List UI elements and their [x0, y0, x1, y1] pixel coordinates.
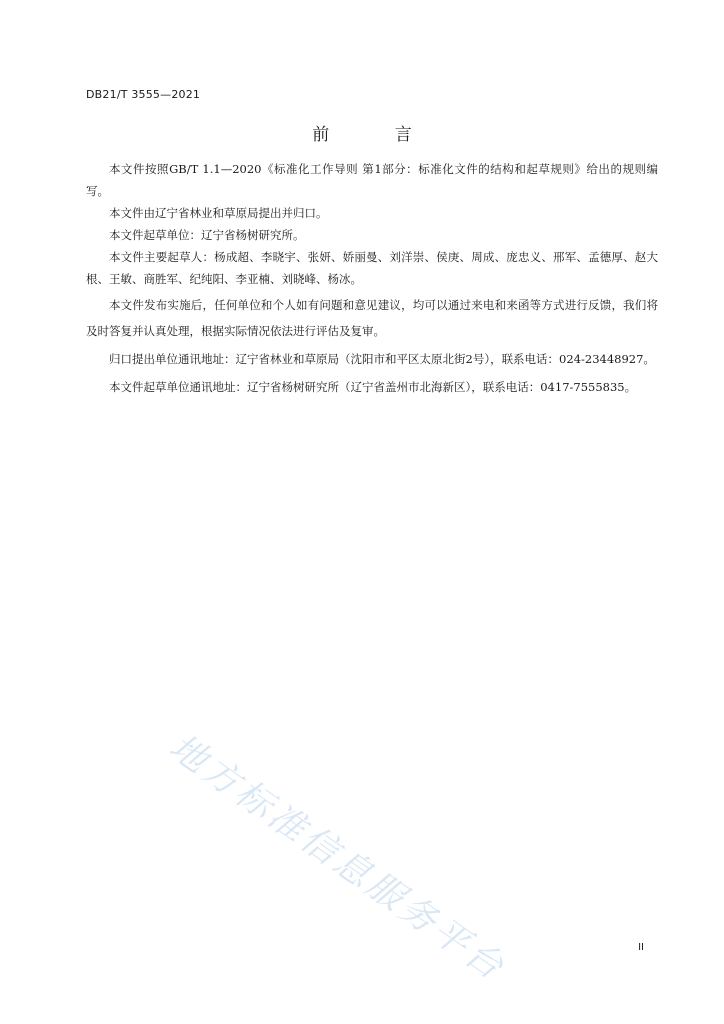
document-code: DB21/T 3555—2021 — [86, 88, 201, 101]
paragraph-drafters: 本文件主要起草人：杨成超、李晓宇、张妍、娇丽曼、刘洋崇、侯庚、周成、庞忠义、邢军、孟德厚、赵大根、王敏、商胜军、纪纯阳、李亚楠、刘晓峰、杨冰。 — [86, 250, 658, 286]
paragraph-drafting-unit-address: 本文件起草单位通讯地址：辽宁省杨树研究所（辽宁省盖州市北海新区），联系电话：0417-7555835。 — [109, 380, 637, 394]
paragraph-feedback: 本文件发布实施后，任何单位和个人如有问题和意见建议，均可以通过来电和来函等方式进行反馈，我们将及时答复并认真处理，根据实际情况依法进行评估及复审。 — [86, 298, 658, 338]
watermark-text: 地方标准信息服务平台 — [161, 726, 514, 990]
page-title: 前 言 — [312, 125, 442, 145]
paragraph-proposer-address: 归口提出单位通讯地址：辽宁省林业和草原局（沈阳市和平区太原北街2号），联系电话：024-23448927。 — [109, 352, 655, 366]
paragraph-proposer: 本文件由辽宁省林业和草原局提出并归口。 — [109, 206, 328, 220]
paragraph-standard-basis: 本文件按照GB/T 1.1—2020《标准化工作导则 第1部分：标准化文件的结构和起草规则》给出的规则编写。 — [86, 162, 658, 198]
paragraph-drafting-unit: 本文件起草单位：辽宁省杨树研究所。 — [109, 228, 305, 242]
foreword-body — [86, 158, 658, 400]
page-number: II — [638, 942, 644, 953]
